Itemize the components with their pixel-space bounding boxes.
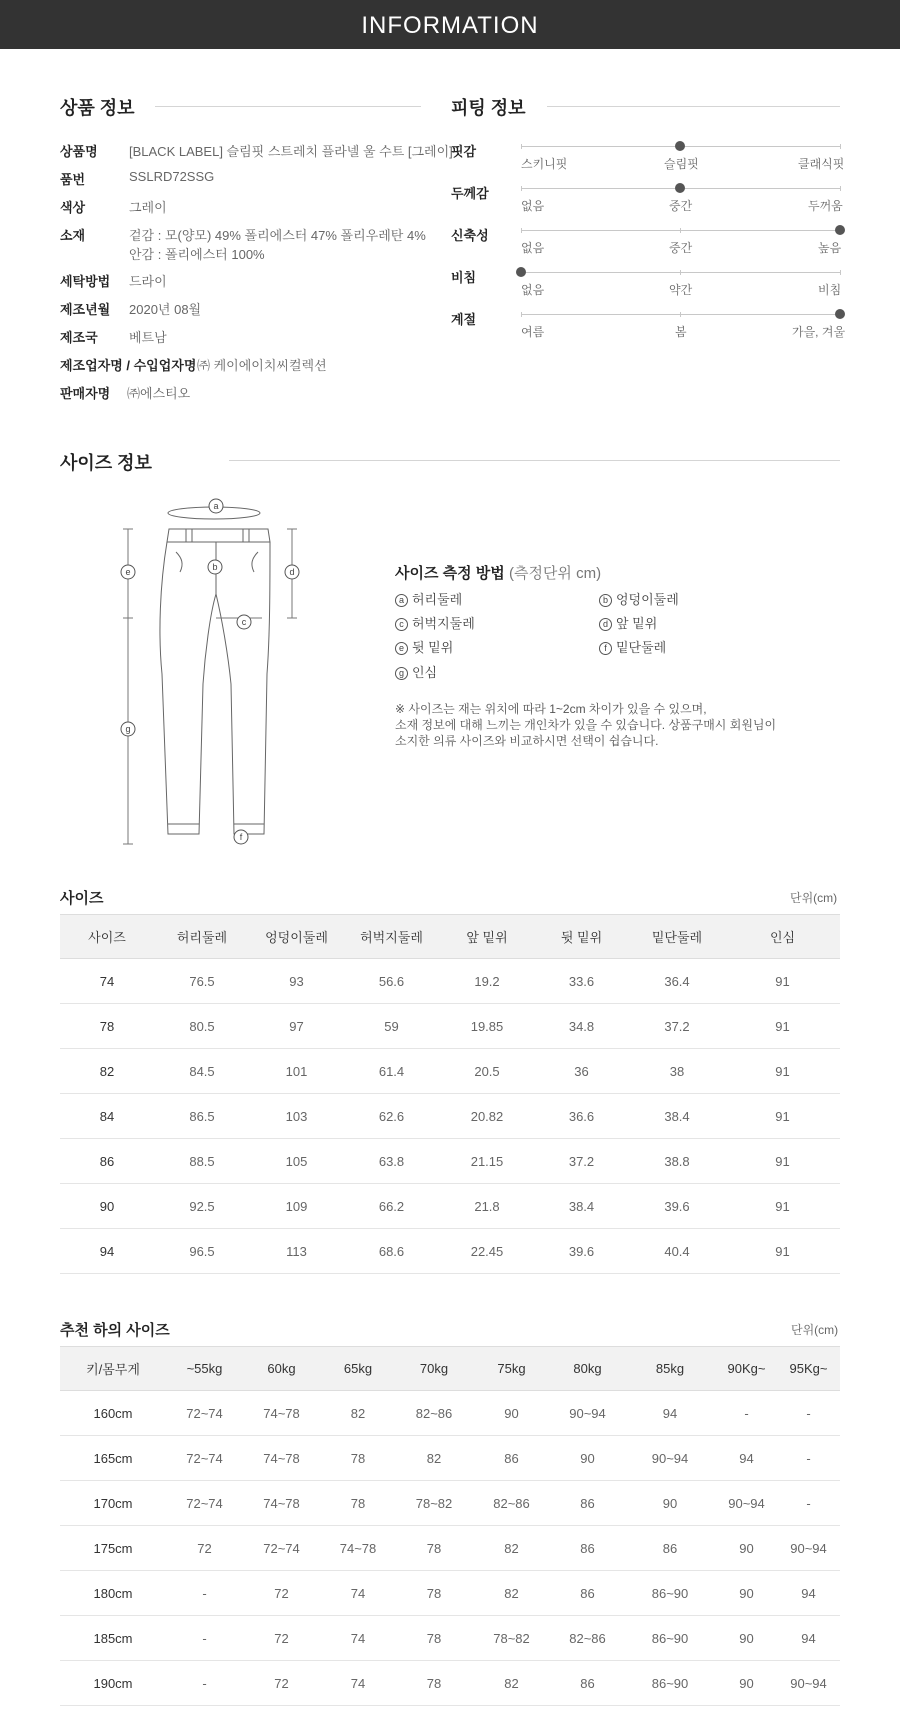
info-value-seller: ㈜에스티오 <box>127 386 191 401</box>
measure-item <box>395 589 462 608</box>
sheerness-option: 비침 <box>818 283 842 297</box>
divider <box>155 106 421 107</box>
table-cell: 21.8 <box>440 1184 534 1229</box>
info-value-color: 그레이 <box>129 200 167 215</box>
table-row <box>60 1436 840 1481</box>
fit-tick <box>521 186 522 191</box>
info-label-name: 상품명 <box>60 144 98 159</box>
table-cell: 82~86 <box>551 1616 624 1661</box>
fitting-info-title: 피팅 정보 <box>451 98 526 118</box>
table-cell: 62.6 <box>343 1094 440 1139</box>
stretch-indicator <box>835 225 845 235</box>
divider <box>229 460 840 461</box>
info-value-material-outer: 겉감 : 모(양모) 49% 폴리에스터 47% 폴리우레탄 4% <box>129 228 426 243</box>
column-header: 뒷 밑위 <box>534 915 629 959</box>
table-cell: 37.2 <box>534 1139 629 1184</box>
table-cell: 90 <box>624 1481 716 1526</box>
table-cell: 36.4 <box>629 959 725 1004</box>
column-header: 허리둘레 <box>154 915 250 959</box>
table-cell: 36 <box>534 1049 629 1094</box>
fit-tick <box>840 270 841 275</box>
table-cell: - <box>166 1661 243 1706</box>
table-cell: 82 <box>472 1571 551 1616</box>
stretch-option: 높음 <box>818 241 842 255</box>
table-cell: 90 <box>551 1436 624 1481</box>
info-value-wash: 드라이 <box>129 274 167 289</box>
table-cell: 165cm <box>60 1436 166 1481</box>
table-row <box>60 959 840 1004</box>
header-title: INFORMATION <box>361 12 539 39</box>
fit-tick <box>680 270 681 275</box>
table-cell: - <box>166 1571 243 1616</box>
column-header: 65kg <box>320 1347 396 1391</box>
table-cell: 59 <box>343 1004 440 1049</box>
table-cell: 78~82 <box>396 1481 472 1526</box>
table-cell: 88.5 <box>154 1139 250 1184</box>
table-cell: 63.8 <box>343 1139 440 1184</box>
thickness-option: 중간 <box>669 199 693 213</box>
table-cell: 90~94 <box>777 1661 840 1706</box>
column-header: 키/몸무게 <box>60 1347 166 1391</box>
thickness-option: 없음 <box>521 199 545 213</box>
measure-label: 밑단둘레 <box>616 640 667 655</box>
table-cell: 105 <box>250 1139 343 1184</box>
recommend-table <box>60 1346 840 1706</box>
table-cell: 82~86 <box>472 1481 551 1526</box>
table-row <box>60 1571 840 1616</box>
stretch-label: 신축성 <box>451 228 489 243</box>
marker-b: b <box>212 562 218 572</box>
table-cell: 74~78 <box>243 1391 320 1436</box>
fit-tick <box>521 144 522 149</box>
measure-method-unit: (측정단위 cm) <box>508 565 602 582</box>
table-cell: 94 <box>716 1436 777 1481</box>
table-cell: 72~74 <box>166 1481 243 1526</box>
table-cell: 82 <box>60 1049 154 1094</box>
table-cell: 101 <box>250 1049 343 1094</box>
table-cell: 90~94 <box>716 1481 777 1526</box>
table-cell: 90~94 <box>777 1526 840 1571</box>
table-cell: 40.4 <box>629 1229 725 1274</box>
table-cell: 74~78 <box>243 1436 320 1481</box>
fit-tick <box>680 228 681 233</box>
info-label-date: 제조년월 <box>60 302 111 317</box>
table-cell: 90 <box>60 1184 154 1229</box>
measure-label: 뒷 밑위 <box>412 640 454 655</box>
table-cell: 109 <box>250 1184 343 1229</box>
marker-e: e <box>125 567 131 577</box>
table-cell: 86~90 <box>624 1661 716 1706</box>
table-cell: 72 <box>166 1526 243 1571</box>
table-cell: 82 <box>472 1661 551 1706</box>
table-cell: 90~94 <box>624 1436 716 1481</box>
table-cell: 72 <box>243 1661 320 1706</box>
table-row <box>60 1229 840 1274</box>
table-cell: 86 <box>551 1481 624 1526</box>
measure-label: 앞 밑위 <box>616 616 658 631</box>
table-cell: 103 <box>250 1094 343 1139</box>
measure-label: 허리둘레 <box>412 592 463 607</box>
table-cell: 38.8 <box>629 1139 725 1184</box>
table-row <box>60 1481 840 1526</box>
table-cell: 39.6 <box>534 1229 629 1274</box>
table-cell: 190cm <box>60 1661 166 1706</box>
table-cell: 78 <box>396 1661 472 1706</box>
table-cell: 21.15 <box>440 1139 534 1184</box>
table-cell: 90 <box>716 1571 777 1616</box>
marker-a: a <box>213 501 219 511</box>
table-cell: 91 <box>725 1229 840 1274</box>
measure-item <box>395 637 453 656</box>
info-value-name: [BLACK LABEL] 슬림핏 스트레치 플라넬 울 수트 [그레이] <box>129 144 453 159</box>
measure-item <box>395 662 437 681</box>
column-header: 엉덩이둘레 <box>250 915 343 959</box>
table-cell: 76.5 <box>154 959 250 1004</box>
column-header: 75kg <box>472 1347 551 1391</box>
table-cell: 74 <box>320 1616 396 1661</box>
column-header: 90Kg~ <box>716 1347 777 1391</box>
table-cell: 94 <box>624 1391 716 1436</box>
table-cell: 91 <box>725 1184 840 1229</box>
table-cell: 82 <box>396 1436 472 1481</box>
table-cell: 90 <box>716 1661 777 1706</box>
column-header: 인심 <box>725 915 840 959</box>
stretch-option: 중간 <box>669 241 693 255</box>
table-cell: 78 <box>320 1436 396 1481</box>
note-line: ※ 사이즈는 재는 위치에 따라 1~2cm 차이가 있을 수 있으며, <box>395 702 707 716</box>
sheerness-option: 약간 <box>669 283 693 297</box>
table-cell: 86 <box>60 1139 154 1184</box>
column-header: 밑단둘레 <box>629 915 725 959</box>
table-row <box>60 1094 840 1139</box>
table-cell: 160cm <box>60 1391 166 1436</box>
info-label-material: 소재 <box>60 228 86 243</box>
page-header <box>0 0 900 49</box>
table-cell: 97 <box>250 1004 343 1049</box>
table-cell: 93 <box>250 959 343 1004</box>
table-cell: 72~74 <box>243 1526 320 1571</box>
table-cell: 19.85 <box>440 1004 534 1049</box>
table-cell: 22.45 <box>440 1229 534 1274</box>
table-row <box>60 1391 840 1436</box>
table-cell: - <box>777 1436 840 1481</box>
pants-outline <box>160 542 270 834</box>
measure-label: 인심 <box>412 665 438 680</box>
fit-tick <box>521 312 522 317</box>
table-cell: 38 <box>629 1049 725 1094</box>
table-cell: 78 <box>60 1004 154 1049</box>
info-label-code: 품번 <box>60 172 86 187</box>
info-label-color: 색상 <box>60 200 86 215</box>
table-cell: 56.6 <box>343 959 440 1004</box>
fit-tick <box>680 312 681 317</box>
table-cell: 86 <box>624 1526 716 1571</box>
table-row <box>60 1049 840 1094</box>
pocket-left <box>176 552 182 572</box>
table-cell: 37.2 <box>629 1004 725 1049</box>
table-cell: - <box>716 1391 777 1436</box>
sheerness-option: 없음 <box>521 283 545 297</box>
table-cell: 92.5 <box>154 1184 250 1229</box>
table-cell: 74~78 <box>320 1526 396 1571</box>
table-cell: 61.4 <box>343 1049 440 1094</box>
info-value-country: 베트남 <box>129 330 167 345</box>
note-line: 소지한 의류 사이즈와 비교하시면 선택이 쉽습니다. <box>395 734 659 748</box>
table-cell: 38.4 <box>629 1094 725 1139</box>
table-cell: 72~74 <box>166 1436 243 1481</box>
season-label: 계절 <box>451 312 477 327</box>
measure-mark: a <box>395 594 408 607</box>
table-cell: 78~82 <box>472 1616 551 1661</box>
table-cell: 34.8 <box>534 1004 629 1049</box>
thickness-label: 두께감 <box>451 186 489 201</box>
measure-mark: b <box>599 594 612 607</box>
table-row <box>60 1184 840 1229</box>
stretch-option: 없음 <box>521 241 545 255</box>
belt-loop <box>243 529 249 542</box>
table-cell: 86 <box>551 1571 624 1616</box>
table-cell: 90 <box>716 1526 777 1571</box>
note-line: 소재 정보에 대해 느끼는 개인차가 있을 수 있습니다. 상품구매시 회원님이 <box>395 718 777 732</box>
info-label-wash: 세탁방법 <box>60 274 111 289</box>
product-info-title: 상품 정보 <box>60 98 135 118</box>
table-cell: 74 <box>60 959 154 1004</box>
table-cell: 90 <box>716 1616 777 1661</box>
table-cell: 80.5 <box>154 1004 250 1049</box>
table-cell: 94 <box>777 1571 840 1616</box>
table-cell: 94 <box>777 1616 840 1661</box>
info-value-date: 2020년 08월 <box>129 302 202 317</box>
column-header: 60kg <box>243 1347 320 1391</box>
table-cell: 72 <box>243 1571 320 1616</box>
marker-f: f <box>239 832 243 842</box>
table-row <box>60 1004 840 1049</box>
pocket-right <box>252 552 258 572</box>
fit-tick <box>521 228 522 233</box>
info-value-manufacturer: ㈜ 케이에이치씨컬렉션 <box>197 358 327 373</box>
pants-diagram <box>110 494 310 846</box>
table-cell: 82 <box>320 1391 396 1436</box>
table-cell: 82~86 <box>396 1391 472 1436</box>
measure-item <box>599 613 657 632</box>
table-cell: 74~78 <box>243 1481 320 1526</box>
measure-item <box>599 589 679 608</box>
fit-option: 스키니핏 <box>521 157 568 171</box>
table-cell: 38.4 <box>534 1184 629 1229</box>
table-cell: 74 <box>320 1661 396 1706</box>
fit-tick <box>840 186 841 191</box>
table-cell: 86 <box>551 1661 624 1706</box>
column-header: ~55kg <box>166 1347 243 1391</box>
table-row <box>60 1526 840 1571</box>
fit-tick <box>840 144 841 149</box>
table-row <box>60 1616 840 1661</box>
table-cell: 96.5 <box>154 1229 250 1274</box>
table-cell: 78 <box>396 1571 472 1616</box>
table-cell: 175cm <box>60 1526 166 1571</box>
measure-mark: g <box>395 667 408 680</box>
sheerness-label: 비침 <box>451 270 477 285</box>
table-cell: 33.6 <box>534 959 629 1004</box>
column-header: 85kg <box>624 1347 716 1391</box>
measure-mark: d <box>599 618 612 631</box>
table-cell: - <box>166 1616 243 1661</box>
fit-indicator <box>675 141 685 151</box>
table-cell: 78 <box>396 1526 472 1571</box>
measure-label: 허벅지둘레 <box>412 616 475 631</box>
column-header: 사이즈 <box>60 915 154 959</box>
marker-d: d <box>289 567 295 577</box>
table-cell: 82 <box>472 1526 551 1571</box>
measure-method-label: 사이즈 측정 방법 <box>395 565 505 582</box>
marker-c: c <box>241 617 247 627</box>
table-cell: - <box>777 1481 840 1526</box>
info-label-manufacturer: 제조업자명 / 수입업자명 <box>60 358 197 373</box>
table-cell: 91 <box>725 959 840 1004</box>
table-cell: 78 <box>320 1481 396 1526</box>
table-cell: 86.5 <box>154 1094 250 1139</box>
table-cell: 72~74 <box>166 1391 243 1436</box>
season-option: 여름 <box>521 325 545 339</box>
table-header-row <box>60 1347 840 1391</box>
measure-mark: e <box>395 642 408 655</box>
table-cell: 84 <box>60 1094 154 1139</box>
column-header: 80kg <box>551 1347 624 1391</box>
size-note <box>395 701 776 749</box>
table-cell: 78 <box>396 1616 472 1661</box>
measure-label: 엉덩이둘레 <box>616 592 679 607</box>
thickness-indicator <box>675 183 685 193</box>
recommend-table-body <box>60 1391 840 1706</box>
table-cell: 94 <box>60 1229 154 1274</box>
table-cell: 170cm <box>60 1481 166 1526</box>
waistband <box>167 529 270 542</box>
sheerness-indicator <box>516 267 526 277</box>
column-header: 95Kg~ <box>777 1347 840 1391</box>
column-header: 허벅지둘레 <box>343 915 440 959</box>
measure-item <box>395 613 475 632</box>
divider <box>547 106 840 107</box>
measure-mark: c <box>395 618 408 631</box>
info-label-seller: 판매자명 <box>60 386 111 401</box>
table-cell: 39.6 <box>629 1184 725 1229</box>
table-cell: 185cm <box>60 1616 166 1661</box>
belt-loop <box>186 529 192 542</box>
measure-mark: f <box>599 642 612 655</box>
table-cell: 91 <box>725 1049 840 1094</box>
table-cell: 91 <box>725 1004 840 1049</box>
size-table-body <box>60 959 840 1274</box>
table-cell: 20.5 <box>440 1049 534 1094</box>
table-cell: 90 <box>472 1391 551 1436</box>
season-option: 가을, 겨울 <box>792 325 846 339</box>
fit-option: 슬림핏 <box>664 157 699 171</box>
table-cell: 72 <box>243 1616 320 1661</box>
column-header: 앞 밑위 <box>440 915 534 959</box>
table-cell: 86~90 <box>624 1571 716 1616</box>
table-cell: 180cm <box>60 1571 166 1616</box>
table-cell: 20.82 <box>440 1094 534 1139</box>
table-cell: 66.2 <box>343 1184 440 1229</box>
thickness-option: 두꺼움 <box>808 199 843 213</box>
table-cell: 91 <box>725 1139 840 1184</box>
info-value-material-lining: 안감 : 폴리에스터 100% <box>129 247 265 262</box>
column-header: 70kg <box>396 1347 472 1391</box>
table-cell: 91 <box>725 1094 840 1139</box>
table-cell: 86 <box>551 1526 624 1571</box>
table-cell: 86~90 <box>624 1616 716 1661</box>
table-cell: - <box>777 1391 840 1436</box>
table-header-row <box>60 915 840 959</box>
table-row <box>60 1139 840 1184</box>
info-value-code: SSLRD72SSG <box>129 169 215 184</box>
table-cell: 68.6 <box>343 1229 440 1274</box>
fit-option: 클래식핏 <box>798 157 845 171</box>
marker-g: g <box>125 724 131 734</box>
fit-label: 핏감 <box>451 144 477 159</box>
table-cell: 19.2 <box>440 959 534 1004</box>
table-cell: 36.6 <box>534 1094 629 1139</box>
recommend-table-title: 추천 하의 사이즈 <box>60 1322 170 1339</box>
season-option: 봄 <box>675 325 687 339</box>
info-label-country: 제조국 <box>60 330 98 345</box>
table-cell: 84.5 <box>154 1049 250 1094</box>
measure-method-title <box>395 562 601 583</box>
season-indicator <box>835 309 845 319</box>
table-cell: 86 <box>472 1436 551 1481</box>
size-table-title: 사이즈 <box>60 890 104 907</box>
table-cell: 113 <box>250 1229 343 1274</box>
recommend-table-unit: 단위(cm) <box>791 1323 839 1337</box>
table-cell: 74 <box>320 1571 396 1616</box>
measure-item <box>599 637 666 656</box>
size-table <box>60 914 840 1274</box>
size-table-unit: 단위(cm) <box>790 891 838 905</box>
table-row <box>60 1661 840 1706</box>
size-info-title: 사이즈 정보 <box>60 453 152 473</box>
table-cell: 90~94 <box>551 1391 624 1436</box>
